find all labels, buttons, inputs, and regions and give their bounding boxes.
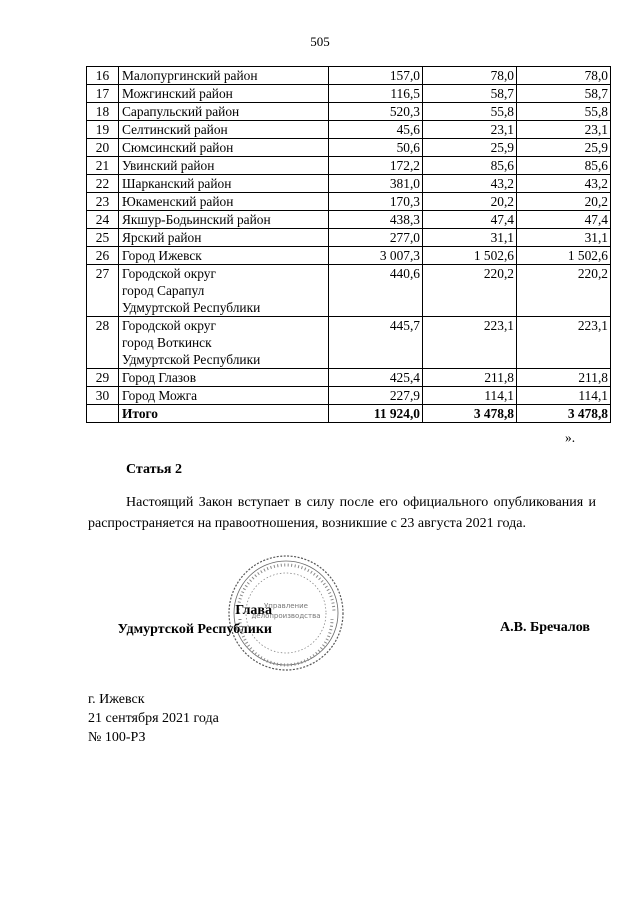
table-row: [87, 369, 611, 387]
row-value-3: 220,2: [517, 265, 611, 317]
row-name: Город Можга: [119, 387, 329, 405]
row-name: Городской округ город Воткинск Удмуртской Республики: [119, 317, 329, 369]
row-value-2: 1 502,6: [423, 247, 517, 265]
row-value-3: 114,1: [517, 387, 611, 405]
row-name: Сарапульский район: [119, 103, 329, 121]
row-value-2: 31,1: [423, 229, 517, 247]
table-row: [87, 211, 611, 229]
row-value-2: 23,1: [423, 121, 517, 139]
row-value-3: 1 502,6: [517, 247, 611, 265]
svg-text:делопроизводства: делопроизводства: [251, 612, 321, 620]
row-value-3: 43,2: [517, 175, 611, 193]
row-name: Увинский район: [119, 157, 329, 175]
document-footer: [88, 690, 219, 747]
row-value-1: 116,5: [329, 85, 423, 103]
table-row: [87, 193, 611, 211]
row-value-1: 277,0: [329, 229, 423, 247]
row-value-3: 20,2: [517, 193, 611, 211]
row-value-1: 157,0: [329, 67, 423, 85]
table-row: [87, 103, 611, 121]
row-number: 21: [87, 157, 119, 175]
signer-name: А.В. Бречалов: [500, 620, 590, 635]
table-row: [87, 317, 611, 369]
row-value-2: 55,8: [423, 103, 517, 121]
row-number: 30: [87, 387, 119, 405]
row-number: 22: [87, 175, 119, 193]
signer-role: [88, 601, 272, 639]
row-name: Город Глазов: [119, 369, 329, 387]
table-row: [87, 175, 611, 193]
row-value-1: 172,2: [329, 157, 423, 175]
row-value-3: 223,1: [517, 317, 611, 369]
article-title: Статья 2: [126, 462, 182, 477]
row-value-2: 43,2: [423, 175, 517, 193]
row-name: Городской округ город Сарапул Удмуртской Республики: [119, 265, 329, 317]
article-text: Настоящий Закон вступает в силу после его официального опубликования и распространяется на правоотношения, возникшие с 23 августа 2021 года.: [88, 495, 596, 531]
seal-text: Управление: [264, 602, 308, 610]
row-value-1: 227,9: [329, 387, 423, 405]
row-value-3: 47,4: [517, 211, 611, 229]
total-value-1: 11 924,0: [329, 405, 423, 423]
row-number: 25: [87, 229, 119, 247]
table-row: [87, 67, 611, 85]
total-value-3: 3 478,8: [517, 405, 611, 423]
row-value-2: 20,2: [423, 193, 517, 211]
row-value-3: 23,1: [517, 121, 611, 139]
table-row: [87, 121, 611, 139]
row-name: Якшур-Бодьинский район: [119, 211, 329, 229]
row-value-1: 3 007,3: [329, 247, 423, 265]
row-value-3: 58,7: [517, 85, 611, 103]
row-name: Сюмсинский район: [119, 139, 329, 157]
row-value-1: 45,6: [329, 121, 423, 139]
row-value-1: 170,3: [329, 193, 423, 211]
table-total-row: [87, 405, 611, 423]
row-name: Ярский район: [119, 229, 329, 247]
row-name: Селтинский район: [119, 121, 329, 139]
table-row: [87, 157, 611, 175]
row-number: 26: [87, 247, 119, 265]
table-row: [87, 387, 611, 405]
row-number: 20: [87, 139, 119, 157]
total-number-cell: [87, 405, 119, 423]
row-value-3: 25,9: [517, 139, 611, 157]
row-value-3: 85,6: [517, 157, 611, 175]
row-number: 28: [87, 317, 119, 369]
table-row: [87, 85, 611, 103]
row-name: Можгинский район: [119, 85, 329, 103]
budget-table: [86, 66, 611, 423]
row-name: Малопургинский район: [119, 67, 329, 85]
row-value-1: 520,3: [329, 103, 423, 121]
row-name: Город Ижевск: [119, 247, 329, 265]
table-row: [87, 229, 611, 247]
row-value-3: 78,0: [517, 67, 611, 85]
total-label: Итого: [119, 405, 329, 423]
row-value-3: 31,1: [517, 229, 611, 247]
signer-role-line2: Удмуртской Республики: [117, 622, 272, 637]
row-name: Юкаменский район: [119, 193, 329, 211]
table-row: [87, 247, 611, 265]
row-number: 29: [87, 369, 119, 387]
row-number: 24: [87, 211, 119, 229]
footer-city: г. Ижевск: [88, 692, 145, 707]
row-value-1: 438,3: [329, 211, 423, 229]
footer-number: № 100-РЗ: [88, 730, 146, 745]
row-value-2: 58,7: [423, 85, 517, 103]
row-value-2: 78,0: [423, 67, 517, 85]
row-number: 27: [87, 265, 119, 317]
row-value-2: 211,8: [423, 369, 517, 387]
table-row: [87, 265, 611, 317]
footer-date: 21 сентября 2021 года: [88, 711, 219, 726]
row-number: 17: [87, 85, 119, 103]
closing-quote: ».: [565, 430, 576, 445]
row-number: 19: [87, 121, 119, 139]
row-value-2: 114,1: [423, 387, 517, 405]
row-number: 23: [87, 193, 119, 211]
page-number: 505: [310, 34, 330, 49]
row-value-2: 223,1: [423, 317, 517, 369]
row-value-1: 440,6: [329, 265, 423, 317]
row-value-2: 25,9: [423, 139, 517, 157]
row-name: Шарканский район: [119, 175, 329, 193]
row-value-3: 211,8: [517, 369, 611, 387]
row-number: 18: [87, 103, 119, 121]
row-value-2: 220,2: [423, 265, 517, 317]
row-value-2: 47,4: [423, 211, 517, 229]
row-value-1: 50,6: [329, 139, 423, 157]
row-value-1: 381,0: [329, 175, 423, 193]
row-value-3: 55,8: [517, 103, 611, 121]
row-value-2: 85,6: [423, 157, 517, 175]
signer-role-line1: Глава: [235, 603, 272, 618]
row-number: 16: [87, 67, 119, 85]
row-value-1: 445,7: [329, 317, 423, 369]
row-value-1: 425,4: [329, 369, 423, 387]
table-row: [87, 139, 611, 157]
total-value-2: 3 478,8: [423, 405, 517, 423]
